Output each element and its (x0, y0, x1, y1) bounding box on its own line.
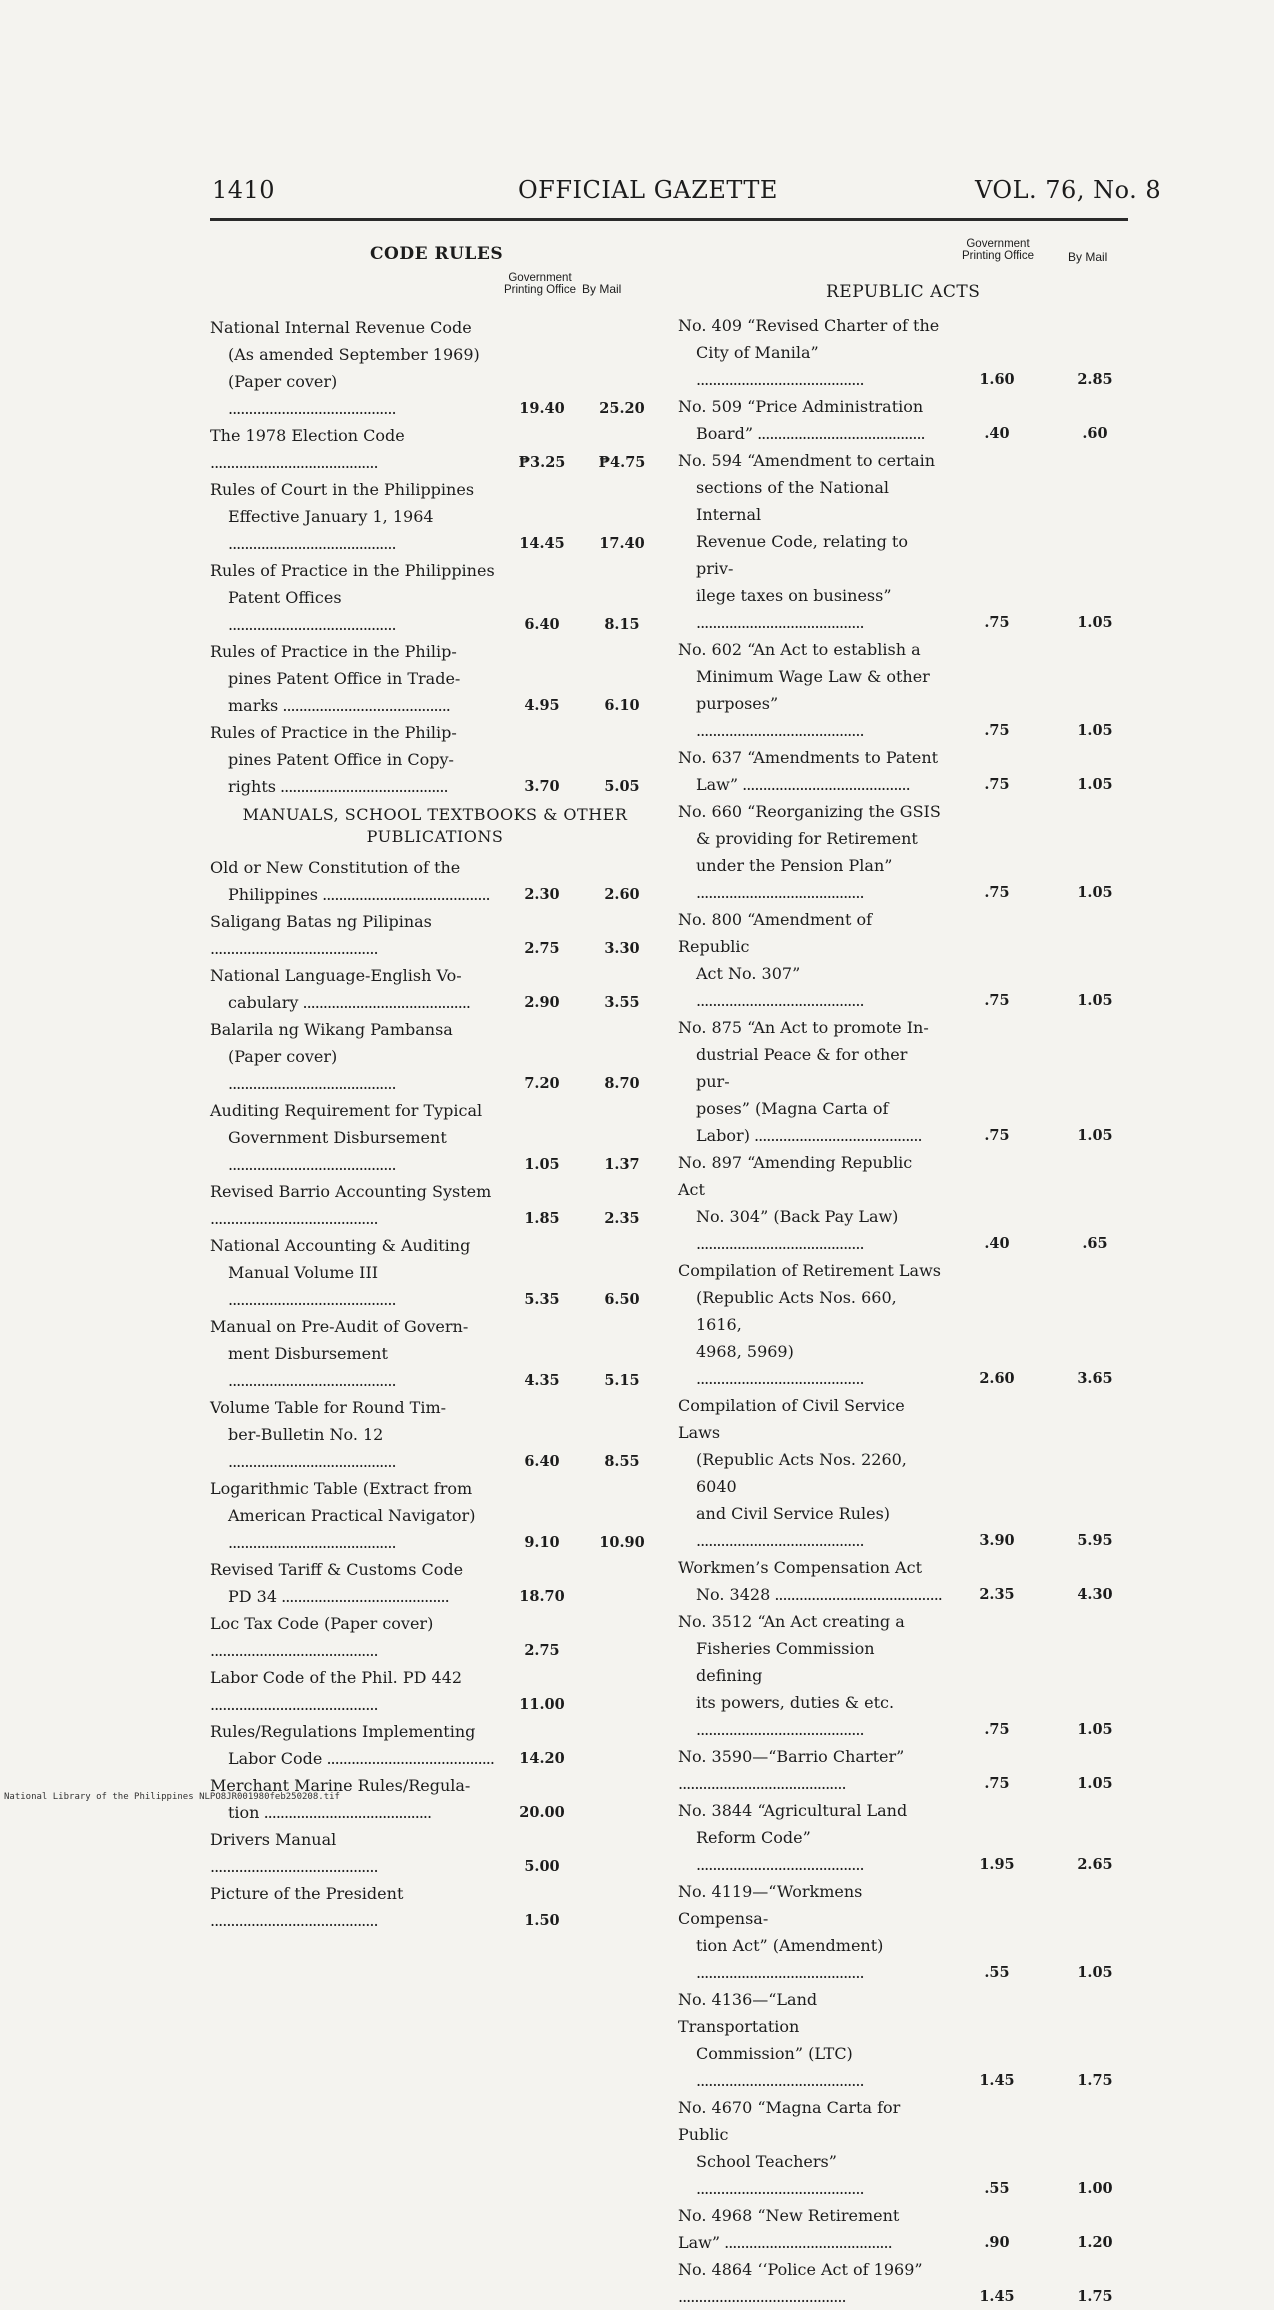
gpo-price: .90 (984, 2234, 1010, 2251)
mail-price: 1.05 (1077, 614, 1113, 631)
mail-price: 3.30 (604, 940, 640, 957)
entry-description (678, 1014, 942, 1149)
gpo-price: 20.00 (519, 1804, 565, 1821)
entry-description (210, 1232, 500, 1313)
price-list-entry (210, 1178, 660, 1232)
entry-description-line: National Accounting & Auditing (210, 1236, 471, 1255)
price-list-entry (678, 1986, 1138, 2094)
entry-description-line: No. 4119—“Workmens Compensa- (678, 1882, 863, 1928)
entry-description-line: Workmen’s Compensation Act (678, 1558, 922, 1577)
entry-description-line: ment Disbursement ..... (210, 1340, 500, 1394)
entry-description (210, 1826, 500, 1880)
entry-description (210, 1313, 500, 1394)
entry-description (210, 314, 500, 422)
entry-description (210, 854, 500, 908)
gpo-price: .75 (984, 1721, 1010, 1738)
entry-description (210, 557, 500, 638)
gpo-price: 4.35 (524, 1372, 560, 1389)
entry-description-line: Board” ..... (678, 420, 942, 447)
price-list-entry (210, 314, 660, 422)
gpo-price: 1.85 (524, 1210, 560, 1227)
mail-price: 6.50 (604, 1291, 640, 1308)
entry-description-line: No. 875 “An Act to promote In- (678, 1018, 929, 1037)
entry-description-line: Old or New Constitution of the (210, 858, 461, 877)
price-list-entry (210, 1097, 660, 1178)
gpo-price: ₱3.25 (518, 454, 566, 471)
entry-description-line: Auditing Requirement for Typical (210, 1101, 483, 1120)
entry-description-line: City of Manila” ..... (678, 339, 942, 393)
mail-price: 1.05 (1077, 992, 1113, 1009)
entry-description-line: Government Disbursement ..... (210, 1124, 500, 1178)
entry-description-line: American Practical Navigator) ..... (210, 1502, 500, 1556)
entry-description (678, 447, 942, 636)
entry-description (210, 422, 500, 476)
header-rule (210, 218, 1128, 221)
mail-price: 1.20 (1077, 2234, 1113, 2251)
by-mail-column-label: By Mail (1068, 250, 1108, 264)
mail-price: 17.40 (599, 535, 645, 552)
left-column-header (210, 236, 660, 314)
price-list-entry (678, 2202, 1138, 2256)
entry-description (678, 1257, 942, 1392)
price-list-entry (678, 1257, 1138, 1392)
mail-price: 3.55 (604, 994, 640, 1011)
gpo-price: 2.75 (524, 1642, 560, 1659)
entry-description (678, 1986, 942, 2094)
gpo-price: 5.35 (524, 1291, 560, 1308)
price-list-entry (678, 744, 1138, 798)
entry-description-line: Rules of Practice in the Philippines (210, 561, 495, 580)
manuals-heading-line-2: PUBLICATIONS (366, 827, 504, 846)
mail-price: 5.15 (604, 1372, 640, 1389)
gpo-price: .75 (984, 614, 1010, 631)
manuals-heading-line-1: MANUALS, SCHOOL TEXTBOOKS & OTHER (242, 805, 628, 824)
gpo-price: 2.90 (524, 994, 560, 1011)
gpo-column-label: Government Printing Office (961, 238, 1034, 262)
entry-description-line: Revised Tariff & Customs Code (210, 1560, 464, 1579)
entry-description (210, 1016, 500, 1097)
gpo-price: 6.40 (524, 616, 560, 633)
mail-price: 1.05 (1077, 884, 1113, 901)
entry-description-line: Revenue Code, relating to priv- (696, 532, 908, 578)
entry-description-line: The 1978 Election Code ..... (210, 422, 500, 476)
entry-description (678, 906, 942, 1014)
entry-description-line: No. 3590—“Barrio Charter” ..... (678, 1743, 942, 1797)
entry-description-line: Labor Code of the Phil. PD 442 ..... (210, 1664, 500, 1718)
gpo-price: .40 (984, 425, 1010, 442)
price-list-entry (678, 1797, 1138, 1878)
gpo-price: 9.10 (524, 1534, 560, 1551)
entry-description (210, 1394, 500, 1475)
mail-price: 10.90 (599, 1534, 645, 1551)
entry-description-line: National Internal Revenue Code (210, 318, 472, 337)
entry-description-line: Loc Tax Code (Paper cover) ..... (210, 1610, 500, 1664)
entry-description-line: No. 637 “Amendments to Patent (678, 748, 939, 767)
entry-description (678, 1554, 942, 1608)
entry-description (678, 1149, 942, 1257)
entry-description-line: ber-Bulletin No. 12 ..... (210, 1421, 500, 1475)
entry-description-line: No. 897 “Amending Republic Act (678, 1153, 913, 1199)
gpo-price: 5.00 (524, 1858, 560, 1875)
entry-description (678, 798, 942, 906)
entry-description (210, 719, 500, 800)
gpo-price: 11.00 (519, 1696, 565, 1713)
price-list-entry (210, 908, 660, 962)
entry-description (210, 1178, 500, 1232)
price-list-entry (210, 1610, 660, 1664)
gpo-column-label: Government Printing Office (503, 272, 576, 296)
mail-price: 25.20 (599, 400, 645, 417)
gpo-price: 14.20 (519, 1750, 565, 1767)
by-mail-column-label: By Mail (582, 282, 622, 296)
entry-description-line: Commission” (LTC) ..... (678, 2040, 942, 2094)
entry-description (678, 312, 942, 393)
manuals-heading (210, 800, 660, 854)
entry-description-line: purposes” ..... (678, 690, 942, 744)
price-list-entry (678, 1392, 1138, 1554)
entry-description-line: (Republic Acts Nos. 2260, 6040 (696, 1450, 907, 1496)
entry-description-line: Rules of Court in the Philippines (210, 480, 475, 499)
entry-description (678, 1392, 942, 1554)
entry-description-line: tion ..... (210, 1799, 500, 1826)
price-list-entry (210, 1232, 660, 1313)
price-list-entry (210, 422, 660, 476)
entry-description-line: National Language-English Vo- (210, 966, 462, 985)
gpo-price: .75 (984, 722, 1010, 739)
entry-description-line: No. 3428 ..... (678, 1581, 942, 1608)
entry-description-line: its powers, duties & etc. ..... (678, 1689, 942, 1743)
page-title: OFFICIAL GAZETTE (518, 176, 778, 204)
right-column (678, 232, 1138, 2310)
entry-description (678, 636, 942, 744)
price-list-entry (210, 557, 660, 638)
entry-description-line: No. 3844 “Agricultural Land (678, 1801, 908, 1820)
entry-description (210, 638, 500, 719)
gpo-price: .75 (984, 776, 1010, 793)
entry-description-line: marks ..... (210, 692, 500, 719)
mail-price: 8.55 (604, 1453, 640, 1470)
entry-description-line: and Civil Service Rules) ..... (678, 1500, 942, 1554)
entry-description-line: No. 800 “Amendment of Republic (678, 910, 873, 956)
price-list-entry (678, 636, 1138, 744)
mail-price: 1.05 (1077, 722, 1113, 739)
mail-price: 2.35 (604, 1210, 640, 1227)
entry-description-line: Logarithmic Table (Extract from (210, 1479, 473, 1498)
entry-description-line: No. 4136—“Land Transportation (678, 1990, 818, 2036)
volume-label: VOL. 76, No. 8 (975, 176, 1162, 204)
entry-description-line: poses” (Magna Carta of Labor) ..... (678, 1095, 942, 1149)
entry-description-line: under the Pension Plan” ..... (678, 852, 942, 906)
republic-acts-list (678, 312, 1138, 2310)
right-column-header (678, 232, 1138, 312)
entry-description-line: No. 660 “Reorganizing the GSIS (678, 802, 941, 821)
entry-description-line: ilege taxes on business” ..... (678, 582, 942, 636)
entry-description (210, 1664, 500, 1718)
gpo-price: 1.60 (979, 371, 1015, 388)
entry-description (210, 908, 500, 962)
mail-price: 1.05 (1077, 1964, 1113, 1981)
entry-description-line: Manual on Pre-Audit of Govern- (210, 1317, 469, 1336)
mail-price: 1.05 (1077, 1127, 1113, 1144)
entry-description (678, 744, 942, 798)
gpo-price: 1.50 (524, 1912, 560, 1929)
entry-description (210, 1097, 500, 1178)
entry-description-line: School Teachers” ..... (678, 2148, 942, 2202)
gpo-price: 7.20 (524, 1075, 560, 1092)
entry-description-line: Patent Offices ..... (210, 584, 500, 638)
gpo-price: 1.45 (979, 2288, 1015, 2305)
entry-description-line: Drivers Manual ..... (210, 1826, 500, 1880)
source-note: National Library of the Philippines NLPO8JR001980feb250208.tif (4, 1792, 340, 1802)
entry-description-line: Balarila ng Wikang Pambansa (210, 1020, 453, 1039)
price-list-entry (210, 476, 660, 557)
gpo-price: 2.30 (524, 886, 560, 903)
price-list-entry (678, 1014, 1138, 1149)
price-list-entry (210, 719, 660, 800)
entry-description-line: & providing for Retirement (696, 829, 918, 848)
manuals-list (210, 854, 660, 1934)
entry-description (210, 1556, 500, 1610)
entry-description (678, 1743, 942, 1797)
entry-description (210, 1610, 500, 1664)
gpo-price: .55 (984, 1964, 1010, 1981)
entry-description-line: (Paper cover) ..... (210, 368, 500, 422)
entry-description-line: Compilation of Retirement Laws (678, 1261, 941, 1280)
entry-description-line: pines Patent Office in Trade- (228, 669, 461, 688)
price-list-entry (210, 1664, 660, 1718)
entry-description-line: dustrial Peace & for other pur- (696, 1045, 908, 1091)
price-list-entry (678, 2094, 1138, 2202)
gpo-price: .40 (984, 1235, 1010, 1252)
republic-acts-heading: REPUBLIC ACTS (826, 282, 981, 302)
price-list-entry (210, 1556, 660, 1610)
gpo-price: 1.05 (524, 1156, 560, 1173)
entry-description-line: Rules/Regulations Implementing (210, 1722, 476, 1741)
price-list-entry (210, 1394, 660, 1475)
price-list-entry (210, 1880, 660, 1934)
entry-description (210, 476, 500, 557)
entry-description-line: Law” ..... (678, 771, 942, 798)
mail-price: 8.15 (604, 616, 640, 633)
gpo-price: 2.75 (524, 940, 560, 957)
entry-description (678, 393, 942, 447)
price-list-entry (678, 1149, 1138, 1257)
entry-description-line: (Paper cover) ..... (210, 1043, 500, 1097)
entry-description-line: Merchant Marine Rules/Regula- (210, 1776, 471, 1795)
gpo-price: .75 (984, 1775, 1010, 1792)
gpo-price: 2.60 (979, 1370, 1015, 1387)
mail-price: 3.65 (1077, 1370, 1113, 1387)
mail-price: 1.05 (1077, 1775, 1113, 1792)
entry-description-line: No. 4670 “Magna Carta for Public (678, 2098, 901, 2144)
mail-price: 1.05 (1077, 1721, 1113, 1738)
price-list-entry (678, 393, 1138, 447)
gpo-price: 6.40 (524, 1453, 560, 1470)
price-list-entry (210, 638, 660, 719)
gpo-price: .75 (984, 992, 1010, 1009)
entry-description-line: pines Patent Office in Copy- (228, 750, 454, 769)
price-list-entry (210, 962, 660, 1016)
entry-description-line: Fisheries Commission defining (696, 1639, 875, 1685)
entry-description-line: No. 409 “Revised Charter of the (678, 316, 940, 335)
entry-description (210, 1718, 500, 1772)
entry-description-line: 4968, 5969) ..... (678, 1338, 942, 1392)
code-rules-heading: CODE RULES (370, 244, 504, 264)
entry-description (678, 2256, 942, 2310)
price-list-entry (210, 1826, 660, 1880)
price-list-entry (678, 2256, 1138, 2310)
gpo-price: .75 (984, 884, 1010, 901)
entry-description-line: Labor Code ..... (210, 1745, 500, 1772)
entry-description (678, 1608, 942, 1743)
mail-price: 1.75 (1077, 2288, 1113, 2305)
entry-description (678, 1797, 942, 1878)
entry-description-line: tion Act” (Amendment) ..... (678, 1932, 942, 1986)
gpo-price: 14.45 (519, 535, 565, 552)
entry-description (678, 2202, 942, 2256)
price-list-entry (678, 1554, 1138, 1608)
gpo-price: 19.40 (519, 400, 565, 417)
entry-description (210, 1880, 500, 1934)
mail-price: 1.75 (1077, 2072, 1113, 2089)
entry-description-line: sections of the National Internal (696, 478, 890, 524)
mail-price: 2.60 (604, 886, 640, 903)
price-list-entry (678, 1743, 1138, 1797)
gpo-price: 4.95 (524, 697, 560, 714)
entry-description-line: Rules of Practice in the Philip- (210, 642, 457, 661)
entry-description-line: Rules of Practice in the Philip- (210, 723, 457, 742)
price-list-entry (210, 854, 660, 908)
mail-price: 6.10 (604, 697, 640, 714)
entry-description-line: No. 594 “Amendment to certain (678, 451, 936, 470)
entry-description-line: Manual Volume III ..... (210, 1259, 500, 1313)
entry-description-line: Act No. 307” ..... (678, 960, 942, 1014)
page-number: 1410 (212, 176, 276, 204)
entry-description-line: No. 3512 “An Act creating a (678, 1612, 905, 1631)
price-list-entry (210, 1313, 660, 1394)
gpo-price: .75 (984, 1127, 1010, 1144)
mail-price: 4.30 (1077, 1586, 1113, 1603)
mail-price: .65 (1082, 1235, 1108, 1252)
gpo-price: 1.95 (979, 1856, 1015, 1873)
entry-description-line: rights ..... (210, 773, 500, 800)
price-list-entry (678, 447, 1138, 636)
mail-price: 5.95 (1077, 1532, 1113, 1549)
entry-description (210, 1475, 500, 1556)
mail-price: 5.05 (604, 778, 640, 795)
price-list-entry (678, 1878, 1138, 1986)
price-list-entry (210, 1475, 660, 1556)
mail-price: 2.85 (1077, 371, 1113, 388)
mail-price: ₱4.75 (598, 454, 646, 471)
entry-description-line: PD 34 ..... (210, 1583, 500, 1610)
entry-description-line: Revised Barrio Accounting System ..... (210, 1178, 500, 1232)
entry-description-line: Compilation of Civil Service Laws (678, 1396, 905, 1442)
entry-description-line: No. 4968 “New Retirement Law” ..... (678, 2202, 942, 2256)
code-rules-list (210, 314, 660, 800)
entry-description-line: Philippines ..... (210, 881, 500, 908)
mail-price: 1.00 (1077, 2180, 1113, 2197)
gpo-price: 18.70 (519, 1588, 565, 1605)
mail-price: 1.05 (1077, 776, 1113, 793)
entry-description-line: Saligang Batas ng Pilipinas ..... (210, 908, 500, 962)
entry-description-line: cabulary ..... (210, 989, 500, 1016)
price-list-entry (678, 798, 1138, 906)
entry-description-line: No. 304” (Back Pay Law) ..... (678, 1203, 942, 1257)
price-list-entry (678, 312, 1138, 393)
price-list-entry (678, 906, 1138, 1014)
price-list-entry (678, 1608, 1138, 1743)
mail-price: 8.70 (604, 1075, 640, 1092)
entry-description-line: No. 4864 ‘‘Police Act of 1969” ..... (678, 2256, 942, 2310)
mail-price: .60 (1082, 425, 1108, 442)
entry-description-line: Volume Table for Round Tim- (210, 1398, 447, 1417)
mail-price: 1.37 (604, 1156, 640, 1173)
entry-description-line: No. 602 “An Act to establish a (678, 640, 921, 659)
gpo-price: 3.90 (979, 1532, 1015, 1549)
left-column (210, 236, 660, 1934)
entry-description-line: Reform Code” ..... (678, 1824, 942, 1878)
mail-price: 2.65 (1077, 1856, 1113, 1873)
price-list-entry (210, 1016, 660, 1097)
entry-description-line: No. 509 “Price Administration (678, 397, 924, 416)
price-list-entry (210, 1718, 660, 1772)
entry-description-line: Effective January 1, 1964 ..... (210, 503, 500, 557)
entry-description-line: (Republic Acts Nos. 660, 1616, (696, 1288, 897, 1334)
entry-description-line: Minimum Wage Law & other (696, 667, 930, 686)
entry-description (678, 1878, 942, 1986)
gpo-price: 3.70 (524, 778, 560, 795)
gpo-price: 2.35 (979, 1586, 1015, 1603)
entry-description (678, 2094, 942, 2202)
entry-description-line: Picture of the President ..... (210, 1880, 500, 1934)
entry-description (210, 962, 500, 1016)
entry-description-line: (As amended September 1969) (228, 345, 480, 364)
gpo-price: .55 (984, 2180, 1010, 2197)
gpo-price: 1.45 (979, 2072, 1015, 2089)
